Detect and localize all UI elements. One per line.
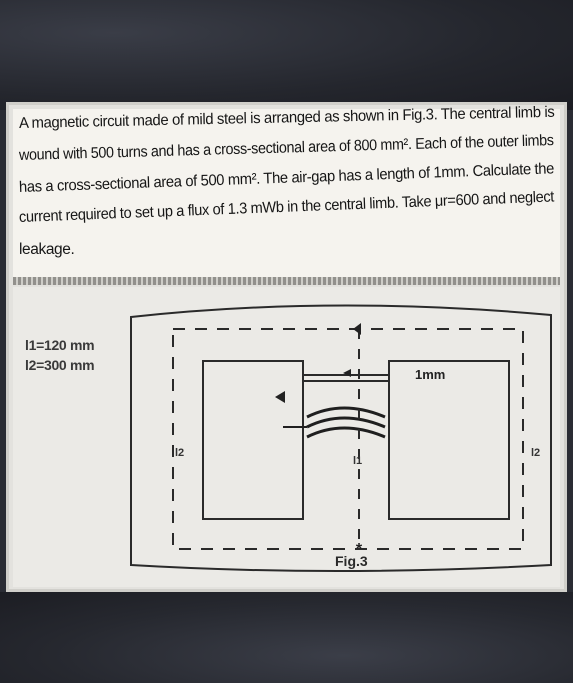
core-left-window — [203, 361, 303, 519]
dark-background-bottom — [0, 592, 573, 683]
magnetic-circuit-diagram — [13, 287, 560, 587]
problem-line-2: wound with 500 turns and has a cross-sectional area of 800 mm². Each of the outer limbs — [18, 132, 554, 164]
problem-line-4: current required to set up a flux of 1.3 mWb in the central limb. Take μr=600 and neglect — [18, 188, 555, 226]
problem-line-3: has a cross-sectional area of 500 mm². The air-gap has a length of 1mm. Calculate the — [18, 160, 555, 196]
dark-background-top — [0, 0, 573, 110]
coil-winding-2 — [307, 418, 385, 427]
problem-line-5: leakage. — [19, 241, 75, 258]
figure-panel — [13, 287, 560, 587]
coil-winding-1 — [307, 408, 385, 417]
bottom-marker: * — [355, 541, 363, 558]
air-gap-label: 1mm — [415, 367, 446, 382]
page-divider — [13, 277, 560, 285]
flux-arrow-left-icon — [275, 391, 285, 403]
right-limb-length-label: l2 — [531, 447, 541, 459]
given-l2-label: l2=300 mm — [25, 357, 95, 373]
problem-text-panel — [13, 103, 560, 277]
photographed-page — [6, 102, 567, 592]
figure-caption: Fig.3 — [335, 553, 368, 569]
given-l1-label: l1=120 mm — [25, 337, 95, 353]
core-outer-outline — [131, 305, 551, 571]
flux-arrow-top-icon — [353, 323, 361, 335]
central-limb-length-label: l1 — [353, 455, 363, 467]
coil-winding-3 — [307, 428, 385, 437]
problem-line-1: A magnetic circuit made of mild steel is arranged as shown in Fig.3. The central limb is — [18, 103, 555, 132]
core-right-window — [389, 361, 509, 519]
left-limb-length-label: l2 — [175, 447, 185, 459]
